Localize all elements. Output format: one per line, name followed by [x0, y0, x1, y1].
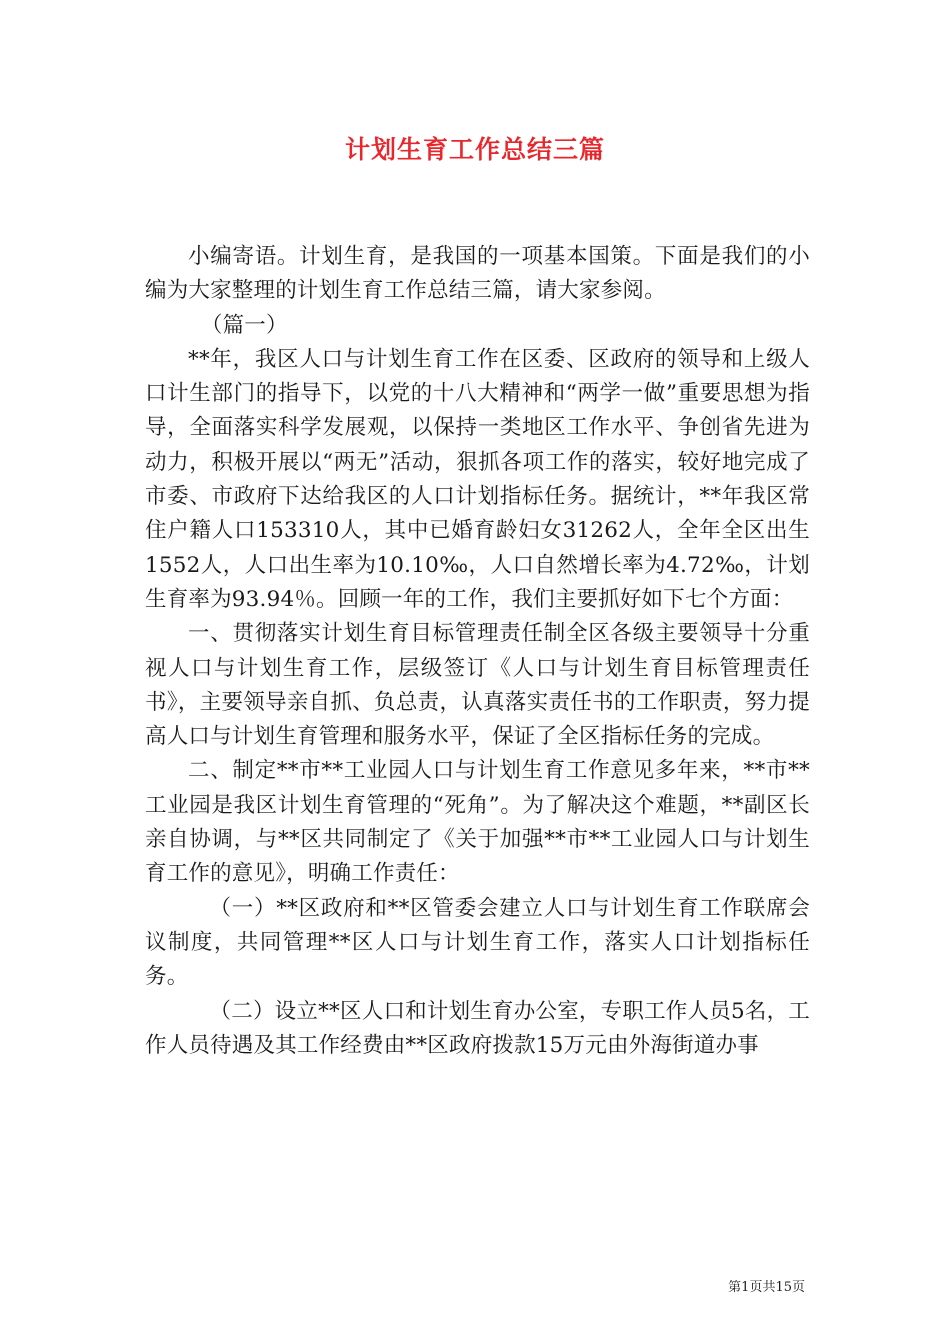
subpoint-one-paragraph: （一）**区政府和**区管委会建立人口与计划生育工作联席会议制度，共同管理**区人口与计划生育工作，落实人口计划指标任务。 [145, 895, 810, 990]
subpoint-two-paragraph: （二）设立**区人口和计划生育办公室，专职工作人员5名，工作人员待遇及其工作经费由**区政府拨款15万元由外海街道办事 [145, 998, 810, 1058]
document-title: 计划生育工作总结三篇 [344, 135, 605, 164]
point-two-paragraph: 二、制定**市**工业园人口与计划生育工作意见多年来，**市**工业园是我区计划生育管理的“死角”。为了解决这个难题，**副区长亲自协调，与**区共同制定了《关于加强**市**工业园人口与计划生育工作的意见》，明确工作责任： [145, 758, 810, 887]
point-one-paragraph: 一、贯彻落实计划生育目标管理责任制全区各级主要领导十分重视人口与计划生育工作，层级签订《人口与计划生育目标管理责任书》，主要领导亲自抓、负总责，认真落实责任书的工作职责，努力提高人口与计划生育管理和服务水平，保证了全区指标任务的完成。 [145, 621, 810, 750]
document-body [145, 240, 810, 1063]
section-label: （篇一） [200, 312, 288, 338]
summary-paragraph: **年，我区人口与计划生育工作在区委、区政府的领导和上级人口计生部门的指导下，以党的十八大精神和“两学一做”重要思想为指导，全面落实科学发展观，以保持一类地区工作水平、争创省先进为动力，积极开展以“两无”活动，狠抓各项工作的落实，较好地完成了市委、市政府下达给我区的人口计划指标任务。据统计，**年我区常住户籍人口153310人，其中已婚育龄妇女31262人，全年全区出生1552人，人口出生率为10.10‰，人口自然增长率为4.72‰，计划生育率为93.94％。回顾一年的工作，我们主要抓好如下七个方面： [145, 346, 810, 612]
page-number: 第1页共15页 [728, 1280, 805, 1295]
intro-paragraph: 小编寄语。计划生育，是我国的一项基本国策。下面是我们的小编为大家整理的计划生育工作总结三篇，请大家参阅。 [145, 244, 810, 304]
